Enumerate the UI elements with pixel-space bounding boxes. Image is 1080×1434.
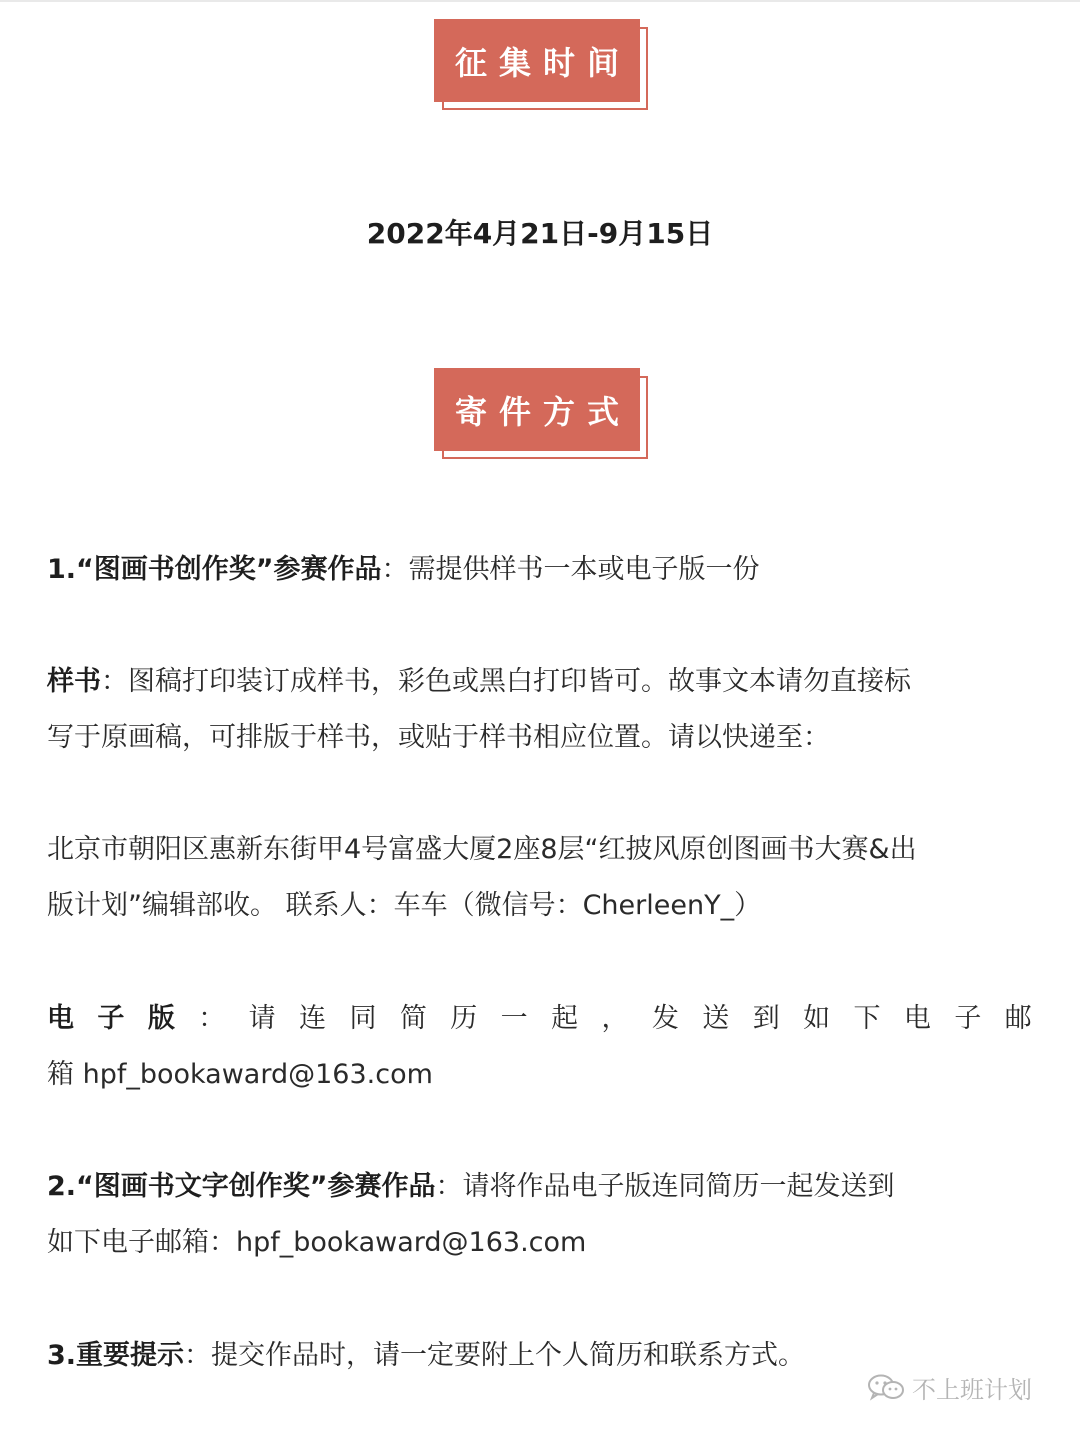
time-badge-label: 征集时间 <box>434 19 640 102</box>
p6-colon: ： <box>184 1340 212 1371</box>
p2-line1: 图稿打印装订成样书，彩色或黑白打印皆可。故事文本请勿直接标 <box>128 666 911 697</box>
electronic-version-line1 <box>47 1001 1032 1037</box>
p4-char: 子 <box>954 1003 982 1034</box>
p6-text: 提交作品时，请一定要附上个人简历和联系方式。 <box>211 1340 806 1371</box>
email-line: 箱 hpf_bookaward@163.com <box>47 1059 433 1090</box>
p6-label: 3.重要提示 <box>47 1340 185 1371</box>
p4-char: 电 <box>903 1003 931 1034</box>
p4-char: 子 <box>97 1003 125 1034</box>
p2-label: 样书 <box>47 666 101 697</box>
p5-label: 2.“图画书文字创作奖”参赛作品 <box>47 1171 436 1202</box>
p4-char: 到 <box>752 1003 780 1034</box>
date-range: 2022年4月21日-9月15日 <box>366 217 714 250</box>
watermark <box>866 1372 1032 1402</box>
p4-char: 发 <box>651 1003 679 1034</box>
p1-text: 需提供样书一本或电子版一份 <box>408 554 760 585</box>
mail-badge-label: 寄件方式 <box>434 368 640 451</box>
paragraph-text-award-line2: 如下电子邮箱：hpf_bookaward@163.com <box>47 1227 587 1258</box>
top-divider <box>0 0 1080 2</box>
time-badge <box>434 19 640 102</box>
p4-char: 邮 <box>1004 1003 1032 1034</box>
p4-char: 下 <box>853 1003 881 1034</box>
p4-char: 一 <box>500 1003 528 1034</box>
mail-badge <box>434 368 640 451</box>
p4-char: 如 <box>803 1003 831 1034</box>
p4-char: 同 <box>349 1003 377 1034</box>
p4-char: 电 <box>47 1003 74 1034</box>
paragraph-picture-book-award <box>47 552 1032 588</box>
p4-char: ： <box>198 1003 226 1034</box>
p4-char: ， <box>601 1003 629 1034</box>
address-line1: 北京市朝阳区惠新东街甲4号富盛大厦2座8层“红披风原创图画书大赛&出 <box>47 834 917 865</box>
watermark-text: 不上班计划 <box>912 1375 1032 1404</box>
p4-char: 送 <box>702 1003 730 1034</box>
paragraph-sample-book-line1 <box>47 664 1032 700</box>
p4-char: 起 <box>551 1003 579 1034</box>
p4-char: 请 <box>248 1003 276 1034</box>
p2-colon: ： <box>101 666 128 697</box>
p1-colon: ： <box>381 554 409 585</box>
p5-line1: 请将作品电子版连同简历一起发送到 <box>462 1171 895 1202</box>
p4-char: 版 <box>147 1003 175 1034</box>
important-note <box>47 1338 1032 1374</box>
p4-char: 历 <box>450 1003 478 1034</box>
wechat-icon <box>866 1373 906 1401</box>
paragraph-sample-book-line2: 写于原画稿，可排版于样书，或贴于样书相应位置。请以快递至： <box>47 722 830 753</box>
p5-colon: ： <box>435 1171 463 1202</box>
p1-label: 1.“图画书创作奖”参赛作品 <box>47 554 382 585</box>
p4-char: 简 <box>399 1003 427 1034</box>
p4-char: 连 <box>299 1003 327 1034</box>
paragraph-text-award-line1 <box>47 1169 1032 1205</box>
address-line2: 版计划”编辑部收。 联系人：车车（微信号：CherleenY_） <box>47 890 762 921</box>
